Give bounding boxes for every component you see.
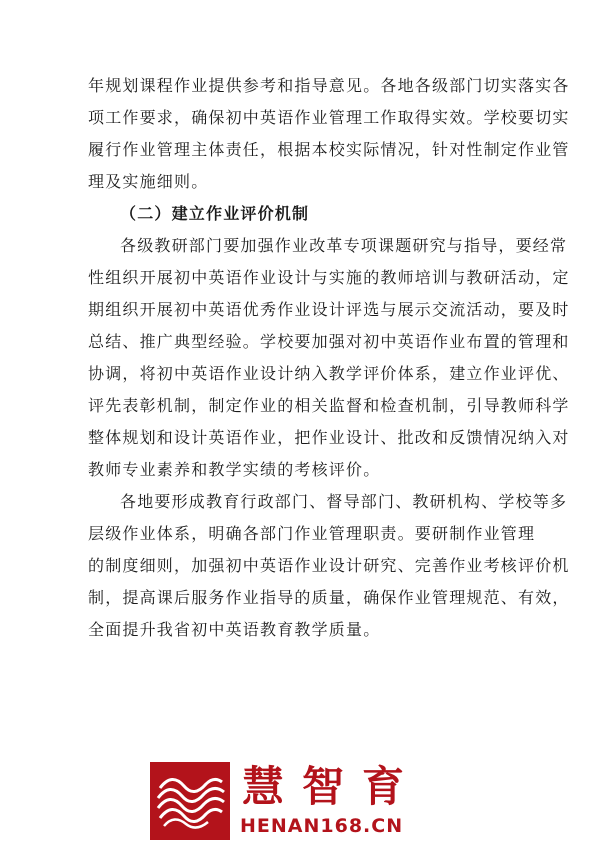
paragraph-3: [88, 486, 570, 646]
logo-wave-icon: [150, 762, 230, 840]
section-heading-text: （二）建立作业评价机制: [120, 204, 310, 223]
text-line: 期组织开展初中英语优秀作业设计评选与展示交流活动，要及时: [88, 300, 570, 319]
text-line: 制，提高课后服务作业指导的质量，确保作业管理规范、有效，: [88, 588, 570, 607]
text-line: 整体规划和设计英语作业，把作业设计、批改和反馈情况纳入对: [88, 428, 570, 447]
text-line: 年规划课程作业提供参考和指导意见。各地各级部门切实落实各: [88, 76, 570, 95]
text-line: 项工作要求，确保初中英语作业管理工作取得实效。学校要切实: [88, 108, 570, 127]
text-line: 各级教研部门要加强作业改革专项课题研究与指导，要经常: [120, 236, 568, 255]
text-line: 协调，将初中英语作业设计纳入教学评价体系，建立作业评优、: [88, 364, 570, 383]
text-line: 履行作业管理主体责任，根据本校实际情况，针对性制定作业管: [88, 140, 570, 159]
text-line: 性组织开展初中英语作业设计与实施的教师培训与教研活动，定: [88, 268, 570, 287]
text-line: 的制度细则，加强初中英语作业设计研究、完善作业考核评价机: [88, 556, 570, 575]
watermark-logo: [150, 762, 460, 840]
text-line: 全面提升我省初中英语教育教学质量。: [88, 620, 381, 639]
text-line: 理及实施细则。: [88, 172, 209, 191]
text-line: 总结、推广典型经验。学校要加强对初中英语作业布置的管理和: [88, 332, 570, 351]
paragraph-2: [88, 230, 570, 486]
paragraph-1: [88, 70, 570, 198]
section-heading: [120, 198, 512, 230]
text-line: 教师专业素养和教学实绩的考核评价。: [88, 460, 381, 479]
logo-site-text: HENAN168.CN: [240, 815, 404, 837]
text-line: 评先表彰机制，制定作业的相关监督和检查机制，引导教师科学: [88, 396, 570, 415]
text-line: 各地要形成教育行政部门、督导部门、教研机构、学校等多: [120, 492, 568, 511]
logo-chinese-name: 慧智育: [242, 762, 423, 811]
text-line: 层级作业体系，明确各部门作业管理职责。要研制作业管理: [88, 524, 536, 543]
logo-emblem-icon: [150, 762, 230, 840]
